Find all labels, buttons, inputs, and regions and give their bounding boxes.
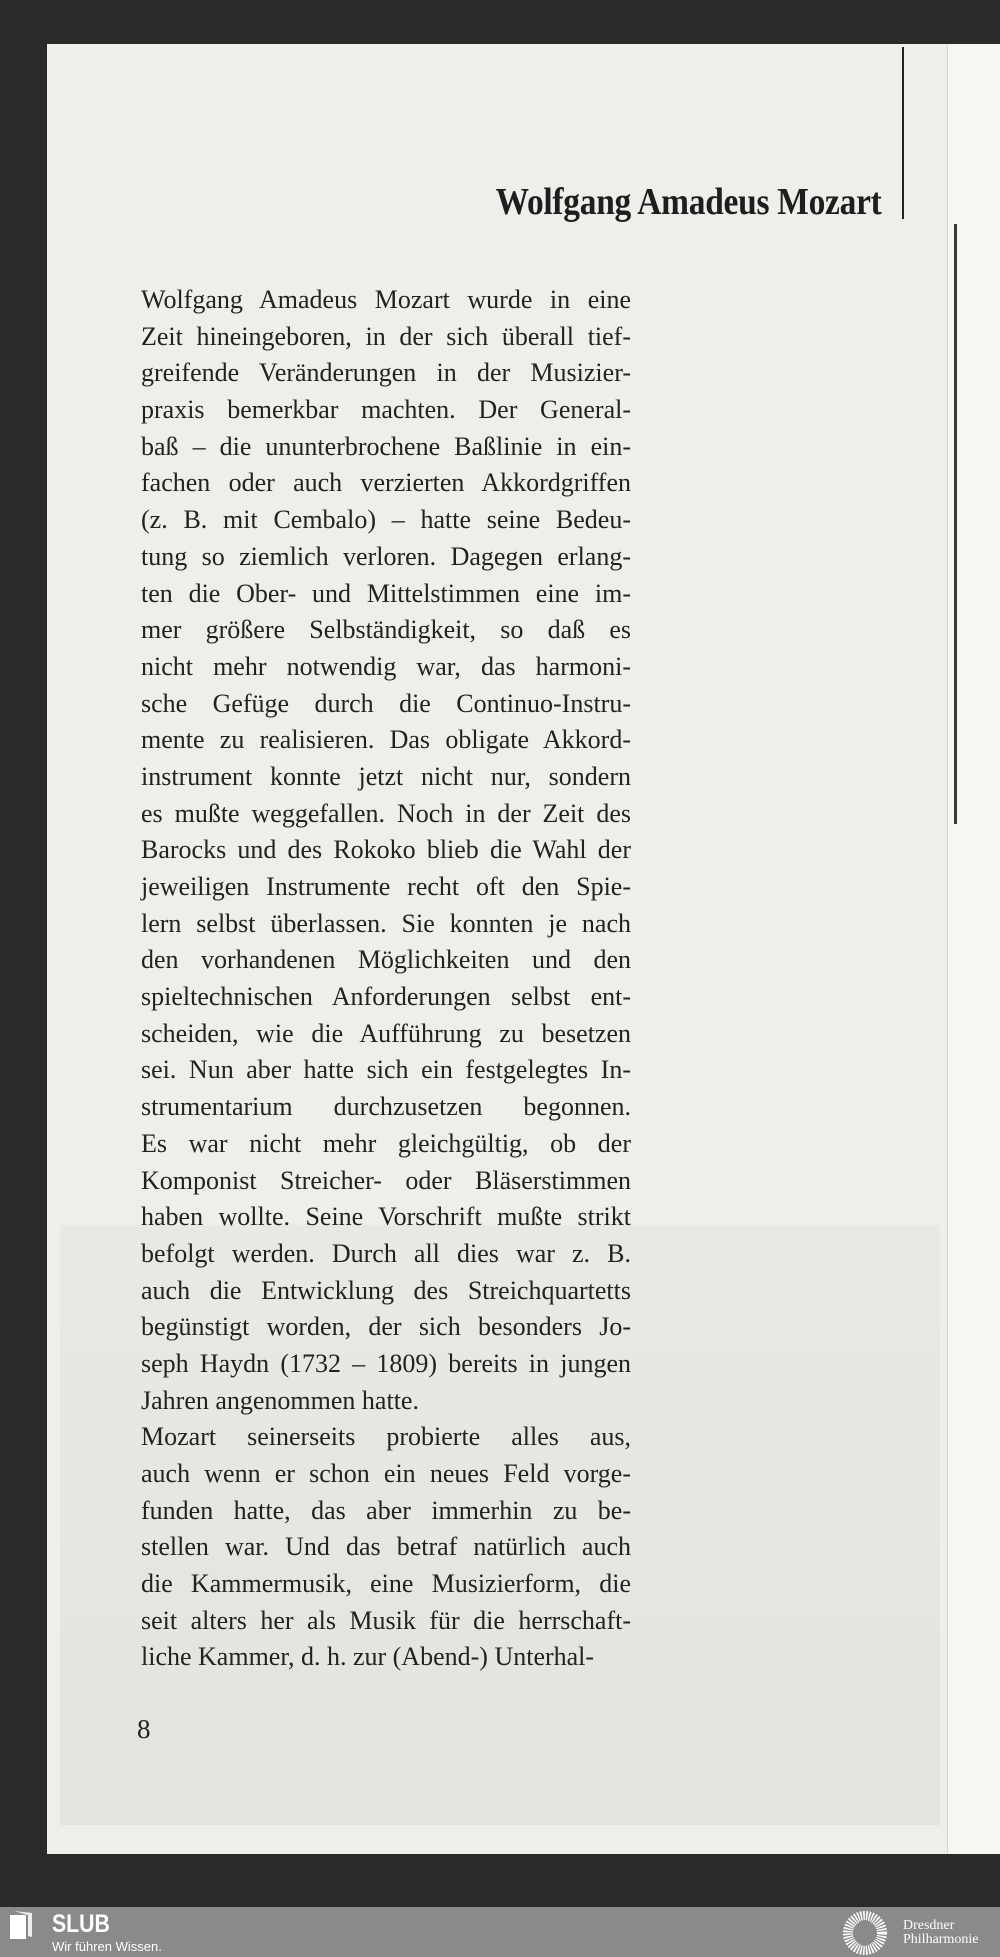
philharmonie-line2: Philharmonie [903, 1932, 979, 1947]
text-line: tung so ziemlich verloren. Dagegen erlang- [141, 541, 631, 571]
text-line: Wolfgang Amadeus Mozart wurde in eine [141, 285, 631, 314]
text-line: Es war nicht mehr gleichgültig, ob der [141, 1128, 631, 1158]
text-line: den vorhandenen Möglichkeiten und den [141, 945, 631, 975]
text-line: seit alters her als Musik für die herrschaft- [141, 1605, 631, 1635]
adjacent-page-edge [947, 44, 1000, 1854]
text-line: ten die Ober- und Mittelstimmen eine im- [141, 578, 631, 608]
text-line: liche Kammer, d. h. zur (Abend-) Unterhal- [141, 1642, 595, 1672]
text-line: Komponist Streicher- oder Bläserstimmen [141, 1165, 631, 1195]
text-line: begünstigt worden, der sich besonders Jo- [141, 1312, 631, 1342]
text-line: greifende Veränderungen in der Musizier- [141, 358, 631, 388]
philharmonie-logo-icon[interactable] [840, 1911, 890, 1955]
text-line: sche Gefüge durch die Continuo-Instru- [141, 688, 631, 718]
text-line: sei. Nun aber hatte sich ein festgelegtes In- [141, 1055, 631, 1085]
text-line: Jahren angenommen hatte. [141, 1385, 419, 1415]
text-line: befolgt werden. Durch all dies war z. B. [141, 1238, 631, 1268]
text-line: baß – die ununterbrochene Baßlinie in ein- [141, 431, 631, 461]
text-line: seph Haydn (1732 – 1809) bereits in jungen [141, 1348, 631, 1378]
text-line: mer größere Selbständigkeit, so daß es [141, 615, 631, 645]
text-line: fachen oder auch verzierten Akkordgriffen [141, 468, 631, 498]
text-line: es mußte weggefallen. Noch in der Zeit des [141, 798, 631, 828]
slub-tagline: Wir führen Wissen. [52, 1939, 162, 1954]
text-line: Zeit hineingeboren, in der sich überall tief- [141, 321, 631, 351]
text-line: haben wollte. Seine Vorschrift mußte strikt [141, 1202, 631, 1232]
slub-book-icon [10, 1911, 32, 1939]
text-line: mente zu realisieren. Das obligate Akkord- [141, 725, 631, 755]
footer-bar [0, 1907, 1000, 1957]
text-line: praxis bemerkbar machten. Der General- [141, 395, 631, 425]
text-line: Mozart seinerseits probierte alles aus, [141, 1422, 631, 1452]
text-line: (z. B. mit Cembalo) – hatte seine Bedeu- [141, 505, 631, 535]
philharmonie-line1: Dresdner [903, 1918, 955, 1933]
text-line: nicht mehr notwendig war, das harmoni- [141, 651, 631, 681]
body-text [141, 282, 631, 1676]
text-line: scheiden, wie die Aufführung zu besetzen [141, 1018, 631, 1048]
slub-logo-text[interactable]: SLUB [52, 1910, 110, 1938]
philharmonie-name [903, 1919, 978, 1947]
text-line: instrument konnte jetzt nicht nur, sondern [141, 761, 631, 791]
text-line: lern selbst überlassen. Sie konnten je nach [141, 908, 631, 938]
text-line: Barocks und des Rokoko blieb die Wahl der [141, 835, 631, 865]
text-line: auch wenn er schon ein neues Feld vorge- [141, 1459, 631, 1488]
header-rule [902, 47, 904, 219]
text-line: strumentarium durchzusetzen begonnen. [141, 1092, 631, 1122]
page-title: Wolfgang Amadeus Mozart [496, 181, 882, 223]
text-line: stellen war. Und das betraf natürlich auch [141, 1532, 631, 1562]
text-line: auch die Entwicklung des Streichquartetts [141, 1275, 631, 1305]
page-number: 8 [137, 1714, 151, 1744]
text-line: die Kammermusik, eine Musizierform, die [141, 1569, 631, 1599]
text-line: funden hatte, das aber immerhin zu be- [141, 1495, 631, 1525]
text-line: spieltechnischen Anforderungen selbst ent- [141, 982, 631, 1012]
text-line: jeweiligen Instrumente recht oft den Spie- [141, 872, 631, 901]
